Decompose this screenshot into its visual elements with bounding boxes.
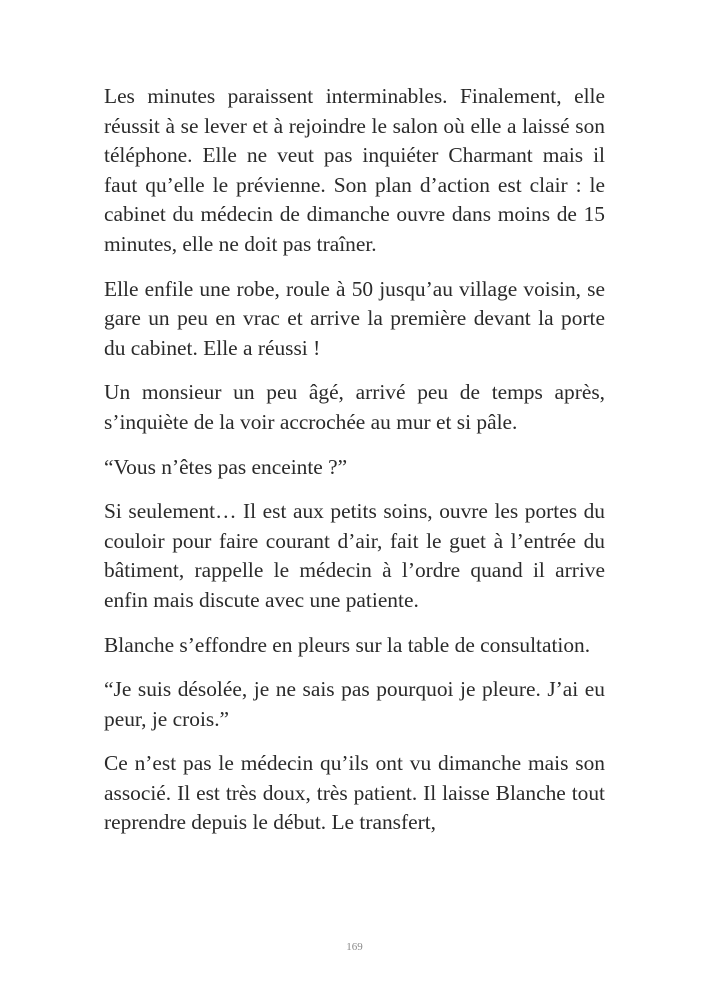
paragraph-8: Ce n’est pas le médecin qu’ils ont vu dimanche mais son associé. Il est très doux, très patient. Il laisse Blanche tout reprendre depuis le début. Le transfert, xyxy=(104,751,605,835)
paragraph-5: Si seulement… Il est aux petits soins, ouvre les portes du couloir pour faire courant d’air, fait le guet à l’entrée du bâtiment, rappelle le médecin à l’ordre quand il arrive enfin mais discute avec une patiente. xyxy=(104,499,605,612)
body-text xyxy=(104,82,605,853)
paragraph-7-dialogue: “Je suis désolée, je ne sais pas pourquoi je pleure. J’ai eu peur, je crois.” xyxy=(104,677,605,731)
paragraph-2: Elle enfile une robe, roule à 50 jusqu’au village voisin, se gare un peu en vrac et arrive la première devant la porte du cabinet. Elle a réussi ! xyxy=(104,276,605,360)
paragraph-4-dialogue: “Vous n’êtes pas enceinte ?” xyxy=(104,454,348,479)
page-number: 169 xyxy=(346,941,363,953)
paragraph-6: Blanche s’effondre en pleurs sur la table de consultation. xyxy=(104,632,591,657)
paragraph-1: Les minutes paraissent interminables. Finalement, elle réussit à se lever et à rejoindre le salon où elle a laissé son téléphone. Elle ne veut pas inquiéter Charmant mais il faut qu’elle le prévienne. Son plan d’action est clair : le cabinet du médecin de dimanche ouvre dans moins de 15 minutes, elle ne doit pas traîner. xyxy=(104,84,605,256)
paragraph-3: Un monsieur un peu âgé, arrivé peu de temps après, s’inquiète de la voir accrochée au mur et si pâle. xyxy=(104,380,605,434)
